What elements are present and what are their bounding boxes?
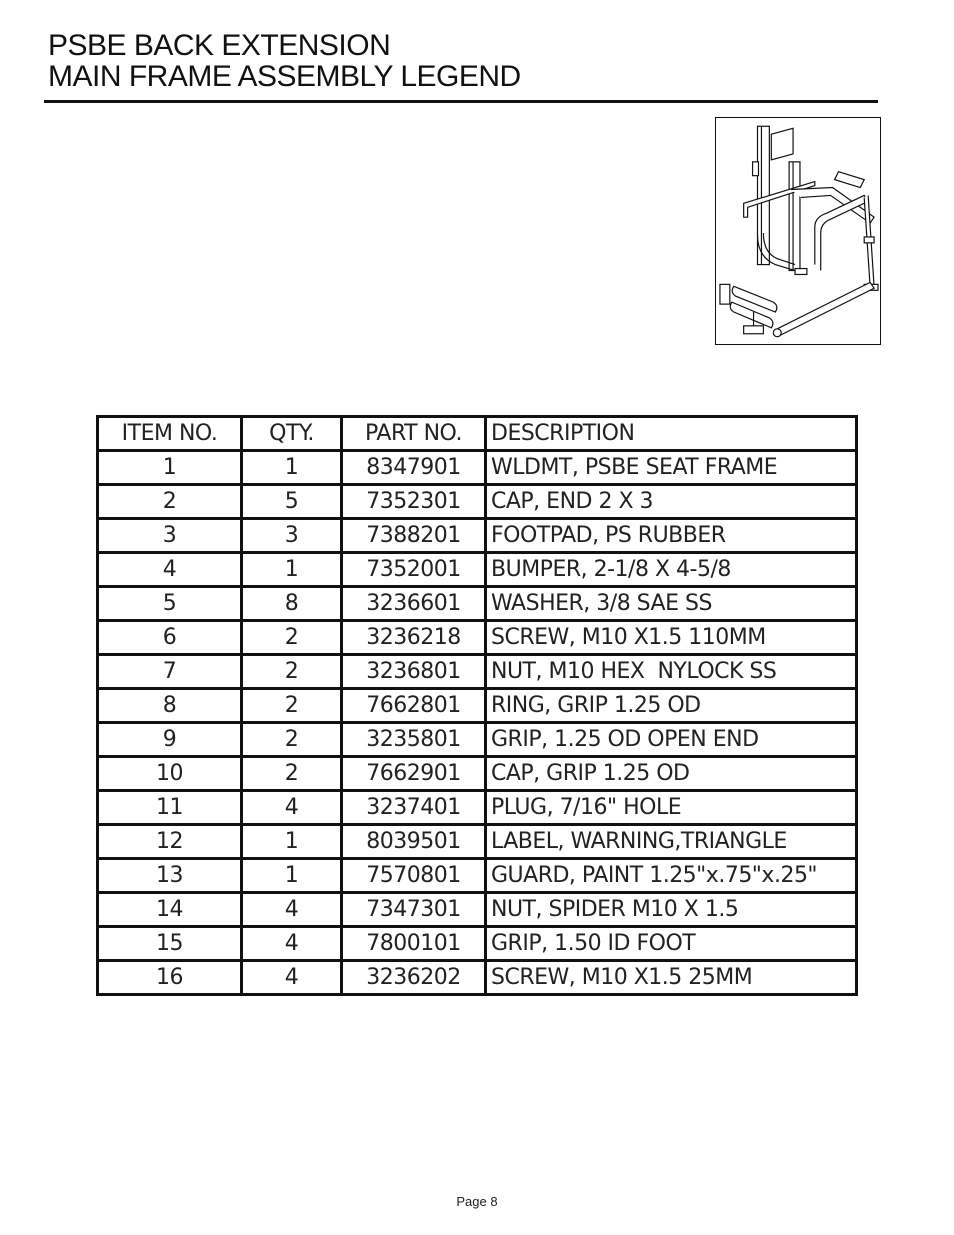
description: WLDMT, PSBE SEAT FRAME <box>486 451 857 485</box>
part-no: 7347301 <box>342 893 486 927</box>
qty: 1 <box>242 825 342 859</box>
back-extension-frame-icon <box>716 118 880 344</box>
table-row <box>98 689 857 723</box>
parts-legend-table <box>96 415 858 996</box>
description: NUT, SPIDER M10 X 1.5 <box>486 893 857 927</box>
table-row <box>98 757 857 791</box>
item-no: 1 <box>98 451 242 485</box>
description: CAP, GRIP 1.25 OD <box>486 757 857 791</box>
item-no: 5 <box>98 587 242 621</box>
part-no: 3236601 <box>342 587 486 621</box>
part-no: 7352301 <box>342 485 486 519</box>
table-row <box>98 519 857 553</box>
part-no: 7352001 <box>342 553 486 587</box>
part-no: 7388201 <box>342 519 486 553</box>
description: PLUG, 7/16" HOLE <box>486 791 857 825</box>
qty: 1 <box>242 859 342 893</box>
qty: 2 <box>242 723 342 757</box>
part-no: 8039501 <box>342 825 486 859</box>
qty: 8 <box>242 587 342 621</box>
qty: 2 <box>242 621 342 655</box>
qty: 4 <box>242 791 342 825</box>
qty: 4 <box>242 961 342 995</box>
item-no: 2 <box>98 485 242 519</box>
description: SCREW, M10 X1.5 25MM <box>486 961 857 995</box>
item-no: 14 <box>98 893 242 927</box>
table-row <box>98 893 857 927</box>
qty: 2 <box>242 689 342 723</box>
item-no: 16 <box>98 961 242 995</box>
table-row <box>98 451 857 485</box>
header-description: DESCRIPTION <box>486 417 857 451</box>
part-no: 7570801 <box>342 859 486 893</box>
item-no: 8 <box>98 689 242 723</box>
item-no: 10 <box>98 757 242 791</box>
header-item-no: ITEM NO. <box>98 417 242 451</box>
part-no: 7662901 <box>342 757 486 791</box>
item-no: 9 <box>98 723 242 757</box>
qty: 5 <box>242 485 342 519</box>
qty: 2 <box>242 757 342 791</box>
description: GUARD, PAINT 1.25"x.75"x.25" <box>486 859 857 893</box>
page-title-line2: MAIN FRAME ASSEMBLY LEGEND <box>48 60 521 93</box>
qty: 4 <box>242 893 342 927</box>
description: RING, GRIP 1.25 OD <box>486 689 857 723</box>
table-row <box>98 485 857 519</box>
qty: 1 <box>242 451 342 485</box>
item-no: 12 <box>98 825 242 859</box>
table-header-row <box>98 417 857 451</box>
item-no: 13 <box>98 859 242 893</box>
description: CAP, END 2 X 3 <box>486 485 857 519</box>
description: WASHER, 3/8 SAE SS <box>486 587 857 621</box>
description: BUMPER, 2-1/8 X 4-5/8 <box>486 553 857 587</box>
header-qty: QTY. <box>242 417 342 451</box>
description: NUT, M10 HEX NYLOCK SS <box>486 655 857 689</box>
part-no: 3237401 <box>342 791 486 825</box>
table-row <box>98 961 857 995</box>
table-row <box>98 723 857 757</box>
part-no: 3235801 <box>342 723 486 757</box>
item-no: 7 <box>98 655 242 689</box>
qty: 4 <box>242 927 342 961</box>
table-row <box>98 621 857 655</box>
assembly-figure <box>715 117 881 345</box>
part-no: 3236801 <box>342 655 486 689</box>
page-number: Page 8 <box>456 1194 498 1209</box>
description: LABEL, WARNING,TRIANGLE <box>486 825 857 859</box>
part-no: 3236202 <box>342 961 486 995</box>
table-row <box>98 655 857 689</box>
description: FOOTPAD, PS RUBBER <box>486 519 857 553</box>
table-row <box>98 825 857 859</box>
item-no: 11 <box>98 791 242 825</box>
part-no: 7800101 <box>342 927 486 961</box>
header-part-no: PART NO. <box>342 417 486 451</box>
description: GRIP, 1.25 OD OPEN END <box>486 723 857 757</box>
item-no: 3 <box>98 519 242 553</box>
item-no: 15 <box>98 927 242 961</box>
table-row <box>98 587 857 621</box>
part-no: 3236218 <box>342 621 486 655</box>
page-title-line1: PSBE BACK EXTENSION <box>48 29 391 62</box>
table-row <box>98 859 857 893</box>
qty: 1 <box>242 553 342 587</box>
item-no: 6 <box>98 621 242 655</box>
part-no: 8347901 <box>342 451 486 485</box>
item-no: 4 <box>98 553 242 587</box>
table-row <box>98 791 857 825</box>
qty: 2 <box>242 655 342 689</box>
title-divider <box>44 100 878 103</box>
part-no: 7662801 <box>342 689 486 723</box>
description: SCREW, M10 X1.5 110MM <box>486 621 857 655</box>
table-row <box>98 553 857 587</box>
description: GRIP, 1.50 ID FOOT <box>486 927 857 961</box>
qty: 3 <box>242 519 342 553</box>
table-row <box>98 927 857 961</box>
